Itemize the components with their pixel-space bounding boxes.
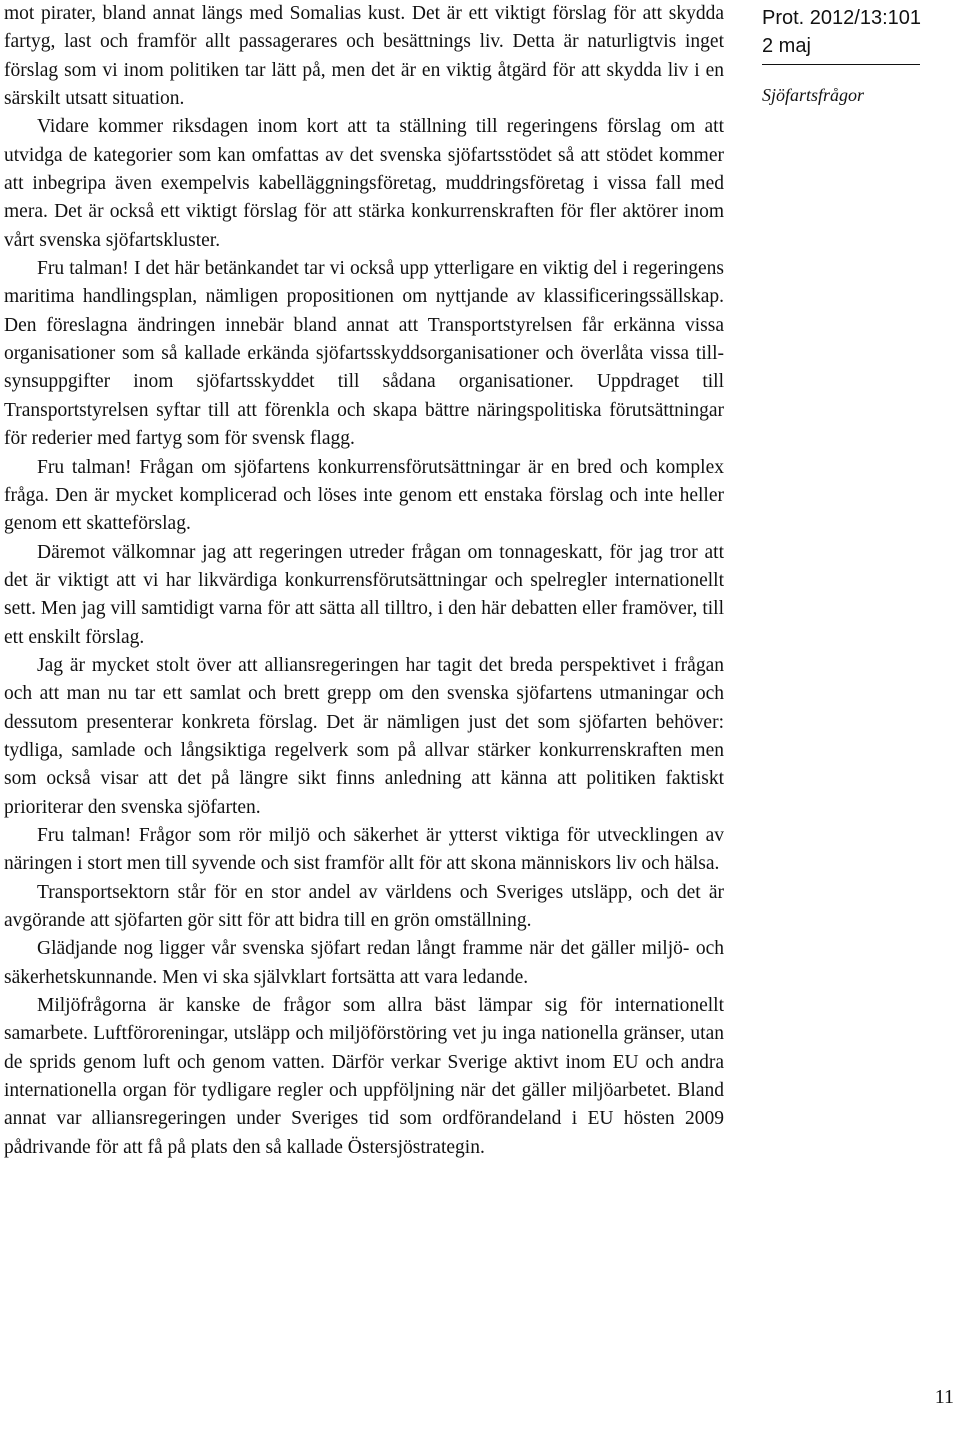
page-number: 11 [934, 1386, 954, 1408]
header-divider [762, 64, 920, 65]
paragraph: Miljöfrågorna är kanske de frågor som allra bäst lämpar sig för internationellt samarbete. Luftföroreningar, utsläpp och miljöförstöring vet ju inga nationella gränser, utan de sprids genom luft och genom vatten. Därför verkar Sverige aktivt inom EU och andra internationella organ för tydligare regler och uppföljning när det gäller miljöarbetet. Bland annat var alliansregeringen under Sveriges tid som ordförandeland i EU hösten 2009 pådrivande för att få på plats den så kallade Östersjöstrategin. [4, 995, 724, 1158]
paragraph: Däremot välkomnar jag att regeringen utreder frågan om tonnageskatt, för jag tror att det är viktigt att vi har likvärdiga konkurrensförutsättningar och spelregler internationellt sett. Men jag vill samtidigt varna för att sätta all tilltro, i den här debatten eller framöver, till ett enskilt förslag. [4, 541, 724, 648]
margin-header [762, 4, 958, 106]
speech-body [4, 0, 724, 1162]
paragraph: Transportsektorn står för en stor andel av världens och Sveriges utsläpp, och det är avgörande att sjöfarten gör sitt för att bidra till en grön omställning. [4, 881, 724, 931]
paragraph: Vidare kommer riksdagen inom kort att ta ställning till regeringens förslag om att utvidga de kategorier som kan omfattas av det svenska sjöfartsstödet så att stödet kommer att inbegripa även exempelvis kabelläggningsföretag, muddringsföretag i vissa fall med mera. Det är också ett viktigt förslag för att stärka konkurrenskraften för fler aktörer inom vårt svenska sjöfartskluster. [4, 116, 724, 251]
paragraph: Jag är mycket stolt över att alliansregeringen har tagit det breda perspektivet i frågan och att man nu tar ett samlat och brett grepp om den svenska sjöfartens utmaningar och dessutom presenterar konkreta förslag. Det är nämligen just det som sjöfarten behöver: tydliga, samlade och långsiktiga regelverk som på allvar stärker konkurrenskraften men som också visar att det på längre sikt finns anledning att känna att politiken faktiskt prioriterar den svenska sjöfarten. [4, 654, 724, 818]
protocol-date: 2 maj [762, 35, 811, 57]
paragraph-continued: mot pirater, bland annat längs med Somalias kust. Det är ett viktigt förslag för att skydda fartyg, last och framför allt passagerares och besättnings liv. Detta är naturligtvis inget förslag som vi inom politiken tar lätt på, men det är en viktig åtgärd för att skydda liv i en särskilt utsatt situation. [4, 3, 724, 110]
paragraph: Fru talman! I det här betänkandet tar vi också upp ytterligare en viktig del i regeringens maritima handlingsplan, nämligen propositionen om nyttjande av klassificeringssällskap. Den föreslagna ändringen innebär bland annat att Transportstyrelsen får erkänna vissa organisationer som så kallade erkända sjöfartsskyddsorganisationer och överlåta vissa tillsynsuppgifter inom sjöfartsskyddet till sådana organisationer. Uppdraget till Transportstyrelsen syftar till att förenkla och skapa bättre näringspolitiska förutsättningar för rederier med fartyg som för svensk flagg. [4, 258, 724, 450]
subject-label: Sjöfartsfrågor [762, 85, 865, 105]
paragraph: Glädjande nog ligger vår svenska sjöfart redan långt framme när det gäller miljö- och säkerhetskunnande. Men vi ska självklart fortsätta att vara ledande. [4, 938, 724, 988]
protocol-number: Prot. 2012/13:101 [762, 7, 922, 29]
paragraph: Fru talman! Frågan om sjöfartens konkurrensförutsättningar är en bred och komplex fråga. Den är mycket komplicerad och löses inte genom ett enstaka förslag och inte heller genom ett skatteförslag. [4, 456, 724, 535]
paragraph: Fru talman! Frågor som rör miljö och säkerhet är ytterst viktiga för utvecklingen av näringen i stort men till syvende och sist framför allt för att skona människors liv och hälsa. [4, 824, 724, 875]
